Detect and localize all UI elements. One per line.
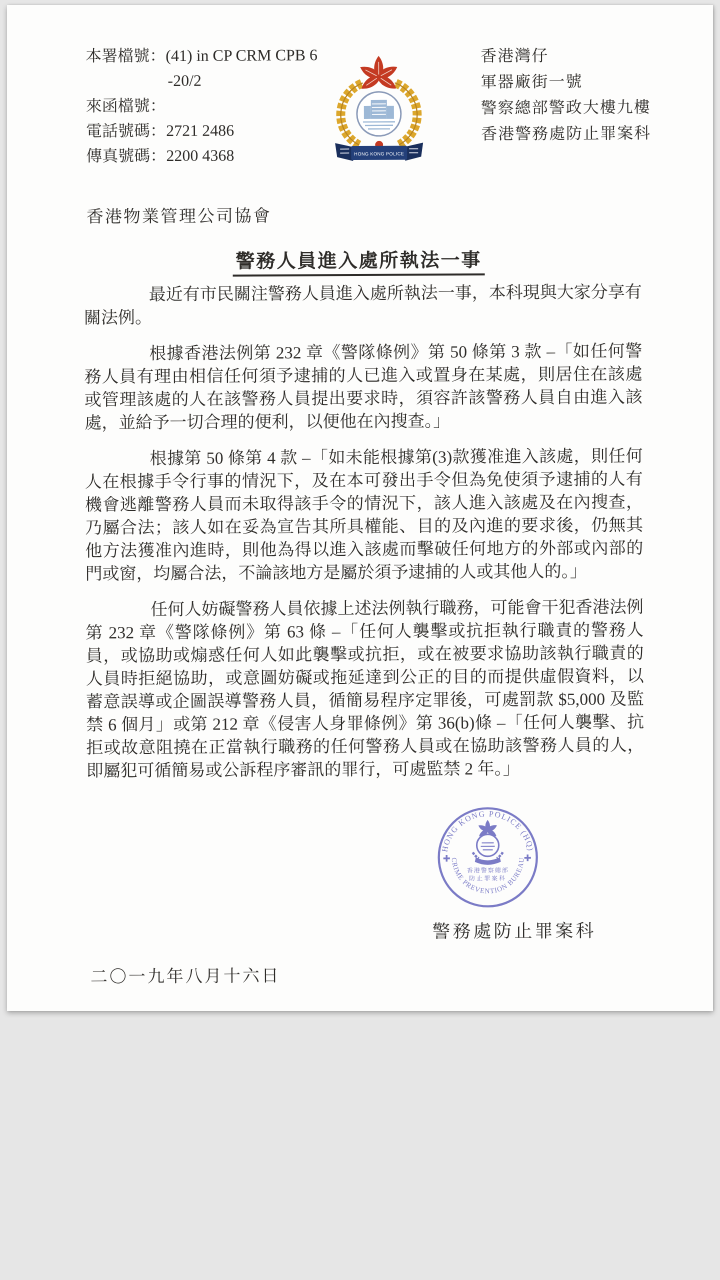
letter-page xyxy=(7,5,713,1011)
paragraph-2: 根據香港法例第 232 章《警隊條例》第 50 條第 3 款 –「如任何警務人員有理由相信任何須予逮捕的人已進入或置身在某處，則居住在該處或管理該處的人在該警務人員提出要求時，須容許該警務人員自由進入該處，並給予一切合理的便利，以便他在內搜查。」 xyxy=(84,341,643,433)
header-reference-block xyxy=(86,43,319,169)
fax-value: 2200 4368 xyxy=(166,147,235,166)
address-line: 軍器廠街一號 xyxy=(480,73,583,92)
stamp-chinese-line-1: 香港警察總部 xyxy=(466,868,509,875)
address-line: 香港警務處防止罪案科 xyxy=(481,125,652,144)
emblem-disc xyxy=(357,92,401,136)
stamp-top-arc-text: HONG KONG POLICE (HQ) xyxy=(440,809,536,853)
subject-wrap xyxy=(7,244,712,278)
emblem-bauhinia-flower xyxy=(358,56,400,93)
our-ref-label: 本署檔號： xyxy=(85,48,166,66)
address-line: 警察總部警政大樓九樓 xyxy=(480,99,651,118)
in-ref-line: 來函檔號： xyxy=(85,98,166,116)
stamp-inner-emblem xyxy=(473,820,503,865)
sender-unit: 警務處防止罪案科 xyxy=(432,920,597,942)
our-ref-value: (41) in CP CRM CPB 6 xyxy=(165,47,318,66)
tel-label: 電話號碼： xyxy=(85,123,167,141)
stamp-chinese-line-2: 防止罪案科 xyxy=(469,876,507,883)
header-address-block xyxy=(481,43,652,148)
paragraph-3: 根據第 50 條第 4 款 –「如未能根據第(3)款獲准進入該處，則任何人在根據手令行事的情況下，及在本可發出手令但為免使須予逮捕的人有機會逃離警務人員而未取得該手令的情況下，該人進入該處及在內搜查，乃屬合法；該人如在妥為宣告其所具權能、目的及內進的要求後，仍無其他方法獲准內進時，則他為得以進入該處而擊破任何地方的外部或內部的門或窗，均屬合法，不論該地方是屬於須予逮捕的人或其他人的。」 xyxy=(84,446,644,584)
tel-line xyxy=(86,118,318,144)
hong-kong-police-emblem-icon xyxy=(323,51,436,170)
stamp-bottom-arc-text: CRIME PREVENTION BUREAU xyxy=(449,856,526,896)
crime-prevention-bureau-stamp xyxy=(435,804,542,911)
paragraph-4: 任何人妨礙警務人員依據上述法例執行職務，可能會干犯香港法例第 232 章《警隊條例》第 63 條 –「任何人襲擊或抗拒執行職責的警務人員，或協助或煽惑任何人如此襲擊或抗拒，或在被要求協助該執行職責的人員時拒絕協助，或意圖妨礙或拖延達到公正的目的而提供虛假資料，以蓄意誤導或企圖誤導警務人員，循簡易程序定罪後，可處罰款 $5,000 及監禁 6 個月」或第 212 章《侵害人身罪條例》第 36(b)條 –「任何人襲擊、抗拒或故意阻撓在正當執行職務的任何警務人員或在協助該警務人員的人，即屬犯可循簡易或公訴程序審訊的罪行，可處監禁 2 年。」 xyxy=(85,597,645,781)
letter-content xyxy=(7,5,713,1011)
letter-body xyxy=(84,281,645,796)
emblem-ribbon-text: HONG KONG POLICE xyxy=(354,151,405,157)
tel-value: 2721 2486 xyxy=(165,122,235,141)
fax-label: 傳真號碼： xyxy=(86,148,167,166)
paragraph-1: 最近有市民關注警務人員進入處所執法一事，本科現與大家分享有關法例。 xyxy=(83,282,642,328)
stamp-right-cross-icon: ✚ xyxy=(523,853,532,864)
letter-date: 二〇一九年八月十六日 xyxy=(90,966,281,987)
our-ref-value-continuation: -20/2 xyxy=(167,72,202,91)
fax-line xyxy=(86,143,318,169)
recipient: 香港物業管理公司協會 xyxy=(86,206,272,227)
address-line: 香港灣仔 xyxy=(480,48,549,66)
stamp-left-cross-icon: ✚ xyxy=(442,853,451,864)
our-ref-line xyxy=(86,43,318,69)
subject-title: 警務人員進入處所執法一事 xyxy=(233,245,485,276)
